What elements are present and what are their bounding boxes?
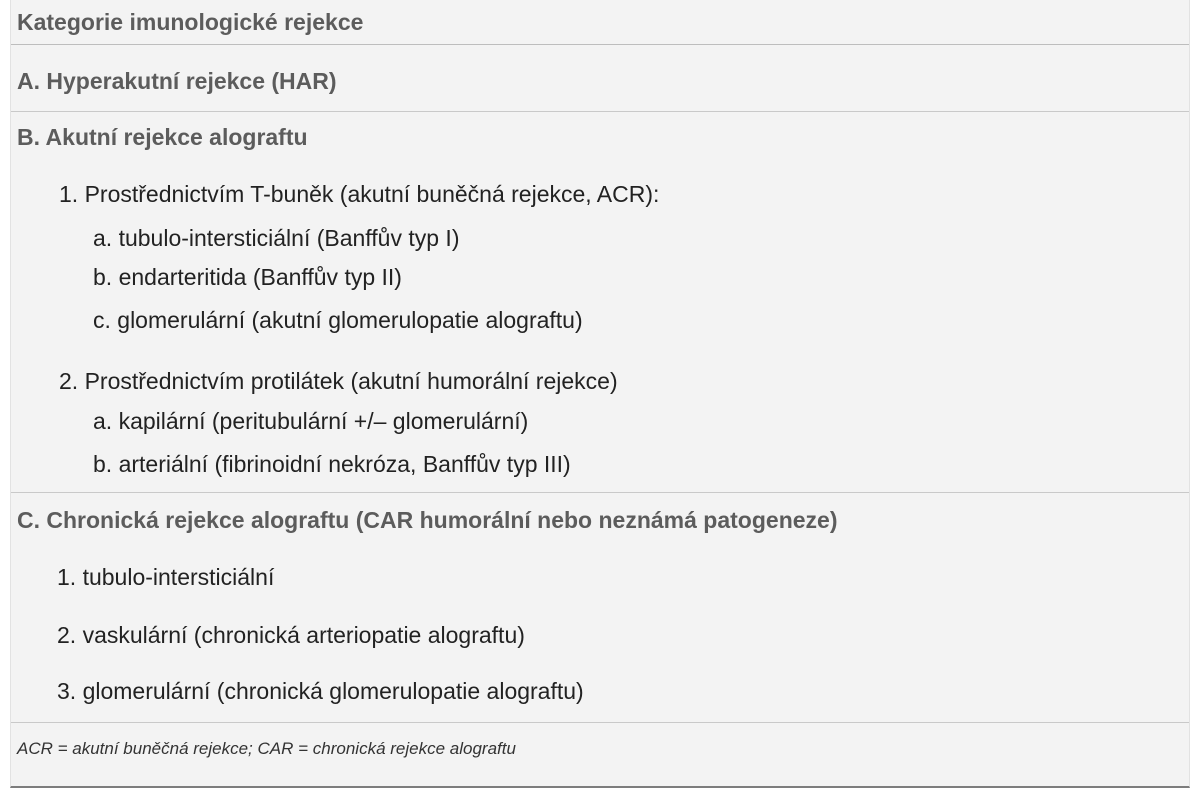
rejection-categories-table [10, 0, 1190, 788]
category-c-item-1: 1. tubulo-intersticiální [57, 564, 275, 590]
table-title: Kategorie imunologické rejekce [17, 9, 364, 35]
table-footnote: ACR = akutní buněčná rejekce; CAR = chronická rejekce alograftu [17, 739, 516, 758]
row-divider [11, 492, 1189, 493]
category-b-item-2-subitem-a: a. kapilární (peritubulární +/– glomerulární) [93, 408, 529, 434]
category-b-item-1-subitem-b: b. endarteritida (Banffův typ II) [93, 264, 402, 290]
row-divider [11, 722, 1189, 723]
row-divider [11, 111, 1189, 112]
category-b-item-2: 2. Prostřednictvím protilátek (akutní humorální rejekce) [59, 368, 618, 394]
category-b-item-2-subitem-b: b. arteriální (fibrinoidní nekróza, Banffův typ III) [93, 451, 571, 477]
category-b-item-1-subitem-c: c. glomerulární (akutní glomerulopatie alograftu) [93, 307, 583, 333]
category-c-item-3: 3. glomerulární (chronická glomerulopatie alograftu) [57, 678, 584, 704]
category-b-item-1-subitem-a: a. tubulo-intersticiální (Banffův typ I) [93, 225, 460, 251]
category-a-label: A. Hyperakutní rejekce (HAR) [17, 68, 337, 94]
category-c-item-2: 2. vaskulární (chronická arteriopatie alograftu) [57, 622, 525, 648]
category-b-item-1: 1. Prostřednictvím T-buněk (akutní buněčná rejekce, ACR): [59, 181, 660, 207]
category-c-label: C. Chronická rejekce alograftu (CAR humorální nebo neznámá patogeneze) [17, 507, 838, 533]
category-b-label: B. Akutní rejekce alograftu [17, 124, 308, 150]
